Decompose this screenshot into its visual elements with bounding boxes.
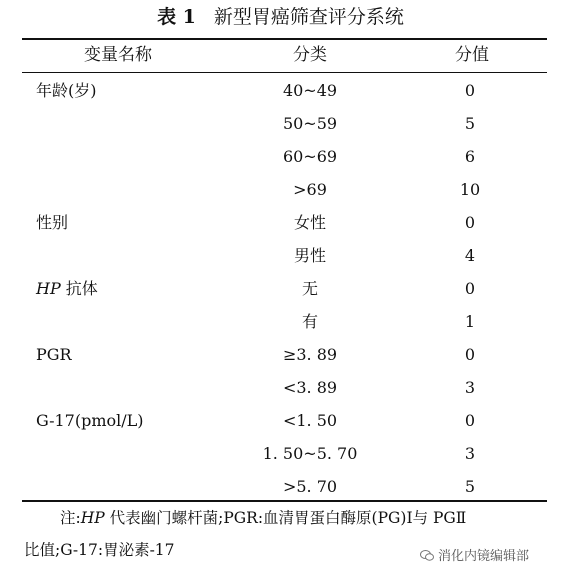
row-score: 1	[464, 312, 476, 331]
row-category: 1. 50~5. 70	[262, 444, 358, 463]
row-category: 无	[301, 279, 318, 298]
header-category: 分类	[293, 45, 327, 65]
table-top-rule	[22, 38, 547, 40]
row-score: 3	[464, 444, 476, 463]
table-title-text: 新型胃癌筛查评分系统	[213, 6, 404, 28]
row-score: 10	[459, 180, 481, 199]
header-variable: 变量名称	[84, 45, 152, 65]
row-category: 女性	[293, 213, 326, 232]
row-category: 有	[301, 312, 318, 331]
row-category: 50~59	[282, 114, 338, 133]
table-note-line-1: 注:HP 代表幽门螺杆菌;PGR:血清胃蛋白酶原(PG)Ⅰ与 PGⅡ	[60, 509, 467, 527]
row-score: 0	[464, 279, 476, 298]
header-score: 分值	[455, 45, 489, 65]
table-bottom-rule	[22, 500, 547, 502]
watermark-text: 消化内镜编辑部	[438, 549, 530, 564]
row-variable: HP 抗体	[36, 279, 98, 298]
row-variable: 性别	[36, 213, 69, 232]
row-score: 0	[464, 411, 476, 430]
row-category: >69	[293, 180, 327, 199]
row-variable: PGR	[36, 345, 72, 364]
row-score: 6	[464, 147, 476, 166]
table-header-rule	[22, 72, 547, 73]
row-category: >5. 70	[282, 477, 338, 496]
row-variable: G-17(pmol/L)	[36, 411, 144, 430]
table-title	[0, 4, 561, 30]
row-score: 0	[464, 345, 476, 364]
table-note-line-2: 比值;G-17:胃泌素-17	[24, 541, 175, 559]
row-category: 男性	[293, 246, 326, 265]
wechat-icon	[420, 550, 434, 561]
row-score: 5	[464, 114, 476, 133]
row-score: 0	[464, 81, 476, 100]
row-category: 40~49	[282, 81, 338, 100]
row-variable: 年龄(岁)	[36, 81, 97, 100]
row-score: 5	[464, 477, 476, 496]
row-category: 60~69	[282, 147, 338, 166]
table-number: 表 1	[157, 6, 196, 28]
watermark	[420, 545, 529, 564]
row-category: ≥3. 89	[282, 345, 338, 364]
row-category: <3. 89	[282, 378, 338, 397]
row-score: 4	[464, 246, 476, 265]
row-category: <1. 50	[282, 411, 338, 430]
row-score: 3	[464, 378, 476, 397]
row-score: 0	[464, 213, 476, 232]
